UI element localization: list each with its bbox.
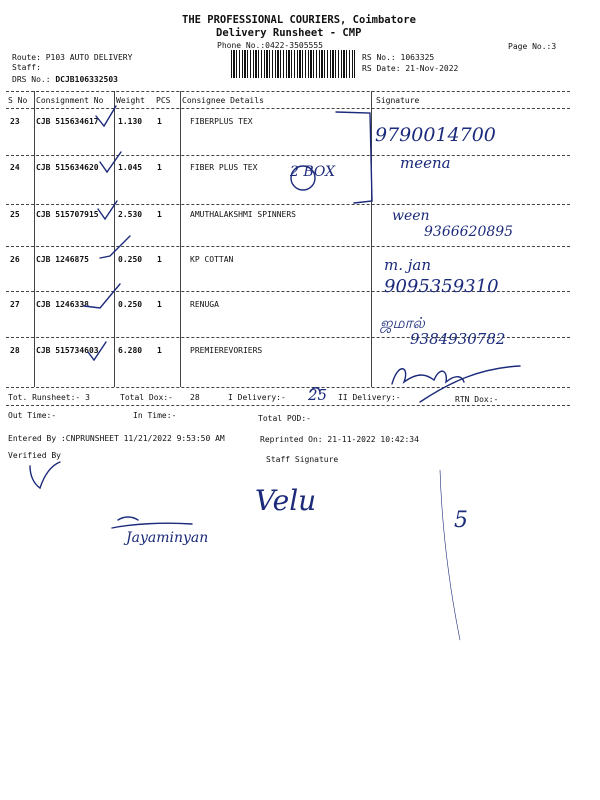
checkmark-icon — [98, 201, 117, 219]
handwritten-phone: 9366620895 — [424, 224, 514, 240]
handwritten-mark: 5 — [454, 508, 468, 533]
handwritten-name: ween — [392, 208, 430, 224]
row-consignment: CJB 515707915 — [36, 210, 99, 219]
handwritten-delivery-count: 25 — [308, 386, 328, 404]
row-consignment: CJB 1246875 — [36, 255, 89, 264]
checkmark-icon — [84, 284, 120, 308]
total-dox-value: 28 — [190, 393, 200, 402]
handwritten-box-count: 2 BOX — [290, 164, 336, 180]
row-pcs: 1 — [157, 210, 162, 219]
checkmark-icon — [96, 106, 116, 126]
handwritten-phone: 9790014700 — [375, 124, 496, 146]
row-sno: 28 — [10, 346, 20, 355]
col-consignee: Consignee Details — [182, 96, 264, 105]
route-label: Route: P103 AUTO DELIVERY — [12, 53, 133, 62]
row-consignment: CJB 515634617 — [36, 117, 99, 126]
row-pcs: 1 — [157, 346, 162, 355]
handwritten-phone: 9095359310 — [384, 276, 499, 297]
in-time: In Time:- — [133, 411, 177, 420]
row-pcs: 1 — [157, 300, 162, 309]
row-consignee: PREMIEREVORIERS — [190, 346, 263, 355]
row-consignee: KP COTTAN — [190, 255, 234, 264]
reprinted-on: Reprinted On: 21-11-2022 10:42:34 — [260, 435, 419, 444]
verified-signature-ink — [30, 462, 60, 488]
checkmark-icon — [100, 236, 130, 258]
total-pod: Total POD:- — [258, 414, 311, 423]
row-pcs: 1 — [157, 163, 162, 172]
handwritten-name: ஜமால் — [380, 314, 425, 332]
total-dox-label: Total Dox:- — [120, 393, 173, 402]
staff-signature-ink: Velu — [255, 484, 317, 517]
staff-signature-label: Staff Signature — [266, 455, 339, 464]
row-weight: 2.530 — [118, 210, 143, 219]
rtn-dox-label: RTN Dox:- — [455, 395, 499, 404]
phone-number: Phone No.:0422-3505555 — [217, 41, 323, 50]
row-sno: 23 — [10, 117, 20, 126]
col-pcs: PCS — [156, 96, 171, 105]
handwritten-name: meena — [400, 154, 451, 172]
row-consignee: RENUGA — [190, 300, 219, 309]
row-weight: 0.250 — [118, 300, 143, 309]
row-weight: 0.250 — [118, 255, 143, 264]
row-consignee: FIBER PLUS TEX — [190, 163, 258, 172]
row-pcs: 1 — [157, 117, 162, 126]
row-consignee: FIBERPLUS TEX — [190, 117, 253, 126]
box-outline — [336, 112, 372, 203]
checkmark-icon — [100, 152, 121, 172]
out-time: Out Time:- — [8, 411, 57, 420]
col-weight: Weight — [116, 96, 145, 105]
row-sno: 27 — [10, 300, 20, 309]
row-consignment: CJB 1246338 — [36, 300, 89, 309]
handwritten-name: m. jan — [384, 256, 432, 274]
col-consignment: Consignment No — [36, 96, 104, 105]
row-sno: 25 — [10, 210, 20, 219]
rs-number: RS No.: 1063325 — [362, 53, 435, 62]
row-weight: 6.280 — [118, 346, 143, 355]
checkmark-icon — [88, 342, 106, 360]
page-number: Page No.:3 — [508, 42, 557, 51]
handwritten-phone: 9384930782 — [410, 330, 506, 348]
row-weight: 1.045 — [118, 163, 143, 172]
row-consignee: AMUTHALAKSHMI SPINNERS — [190, 210, 296, 219]
col-signature: Signature — [376, 96, 420, 105]
total-runsheet: Tot. Runsheet:- 3 — [8, 393, 90, 402]
verified-by: Verified By — [8, 451, 61, 460]
company-name: THE PROFESSIONAL COURIERS, Coimbatore — [182, 14, 416, 26]
document-title: Delivery Runsheet - CMP — [216, 27, 362, 39]
signature-ink — [392, 369, 464, 384]
col-sno: S No — [8, 96, 28, 105]
row-pcs: 1 — [157, 255, 162, 264]
drs-number: DRS No.: DCJB106332503 — [12, 75, 118, 84]
row-consignment: CJB 515734603 — [36, 346, 99, 355]
i-delivery-label: I Delivery:- — [228, 393, 286, 402]
handwritten-name: Jayaminyan — [126, 530, 209, 546]
row-sno: 26 — [10, 255, 20, 264]
rs-date: RS Date: 21-Nov-2022 — [362, 64, 459, 73]
ii-delivery-label: II Delivery:- — [338, 393, 401, 402]
row-sno: 24 — [10, 163, 20, 172]
entered-by: Entered By :CNPRUNSHEET 11/21/2022 9:53:50 AM — [8, 434, 225, 443]
staff-label: Staff: — [12, 63, 41, 72]
circled-number — [291, 166, 315, 190]
row-consignment: CJB 515634620 — [36, 163, 99, 172]
row-weight: 1.130 — [118, 117, 143, 126]
